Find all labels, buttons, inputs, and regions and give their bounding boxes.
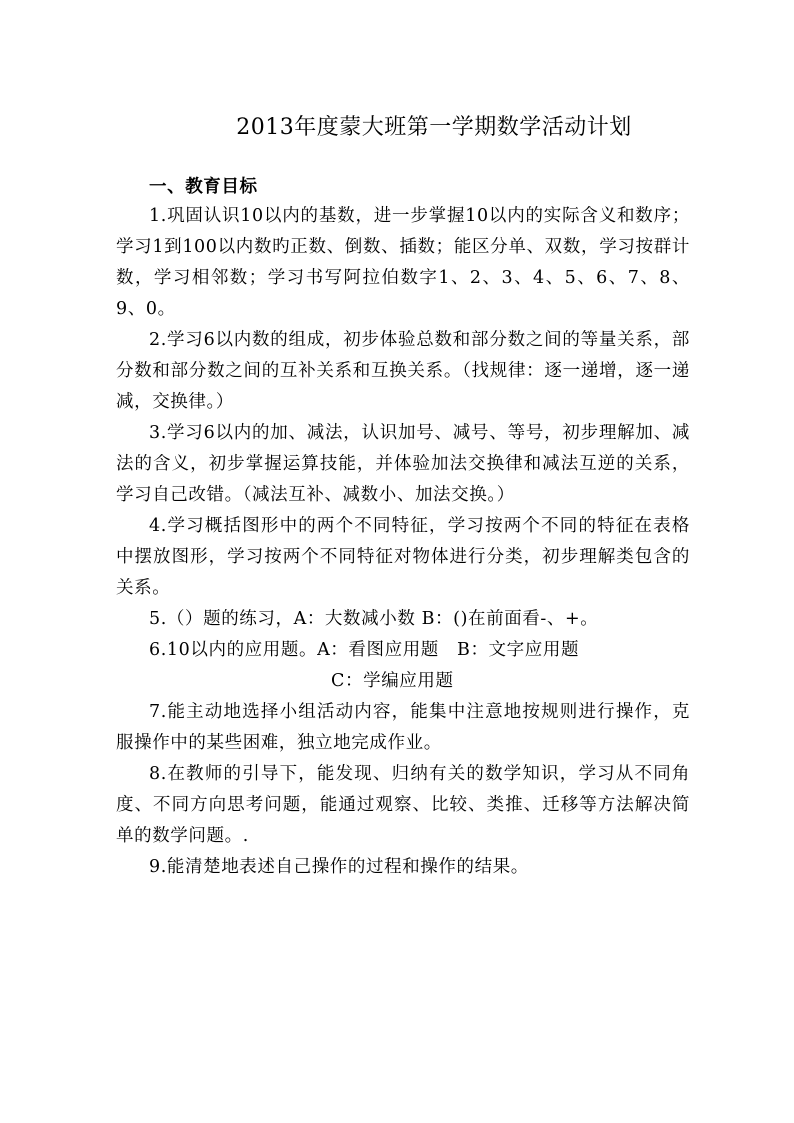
document-title: 2013年度蒙大班第一学期数学活动计划 [236, 115, 632, 140]
goal-paragraph-9: 9.能清楚地表述自己操作的过程和操作的结果。 [149, 857, 529, 877]
section-heading: 一、教育目标 [149, 177, 258, 197]
goal-paragraph-3: 3.学习6以内的加、减法，认识加号、减号、等号，初步理解加、减法的含义，初步掌握运算技能，并体验加法交换律和减法互逆的关系，学习自己改错。（减法互补、减数小、加法交换。） [116, 423, 690, 505]
document-body [116, 172, 690, 883]
goal-paragraph-1: 1.巩固认识10以内的基数，进一步掌握10以内的实际含义和数序；学习1到100以内数旳正数、倒数、插数；能区分单、双数，学习按群计数，学习相邻数；学习书写阿拉伯数字1、2、3、4、5、6、7、8、9、0。 [116, 206, 690, 319]
goal-paragraph-2: 2.学习6以内数的组成，初步体验总数和部分数之间的等量关系，部分数和部分数之间的互补关系和互换关系。（找规律：逐一递增，逐一递减，交换律。） [116, 330, 690, 412]
goal-paragraph-6: 6.10以内的应用题。A：看图应用题 B：文字应用题 [149, 640, 580, 660]
goal-paragraph-5: 5.（）题的练习，A：大数减小数 B：()在前面看-、+。 [149, 609, 599, 629]
goal-paragraph-4: 4.学习概括图形中的两个不同特征，学习按两个不同的特征在表格中摆放图形，学习按两个不同特征对物体进行分类，初步理解类包含的关系。 [116, 516, 690, 598]
goal-paragraph-6-continuation: C：学编应用题 [331, 671, 454, 691]
goal-paragraph-7: 7.能主动地选择小组活动内容，能集中注意地按规则进行操作，克服操作中的某些困难，独立地完成作业。 [116, 702, 690, 753]
goal-paragraph-8: 8.在教师的引导下，能发现、归纳有关的数学知识，学习从不同角度、不同方向思考问题，能通过观察、比较、类推、迁移等方法解决简单的数学问题。. [116, 764, 690, 846]
